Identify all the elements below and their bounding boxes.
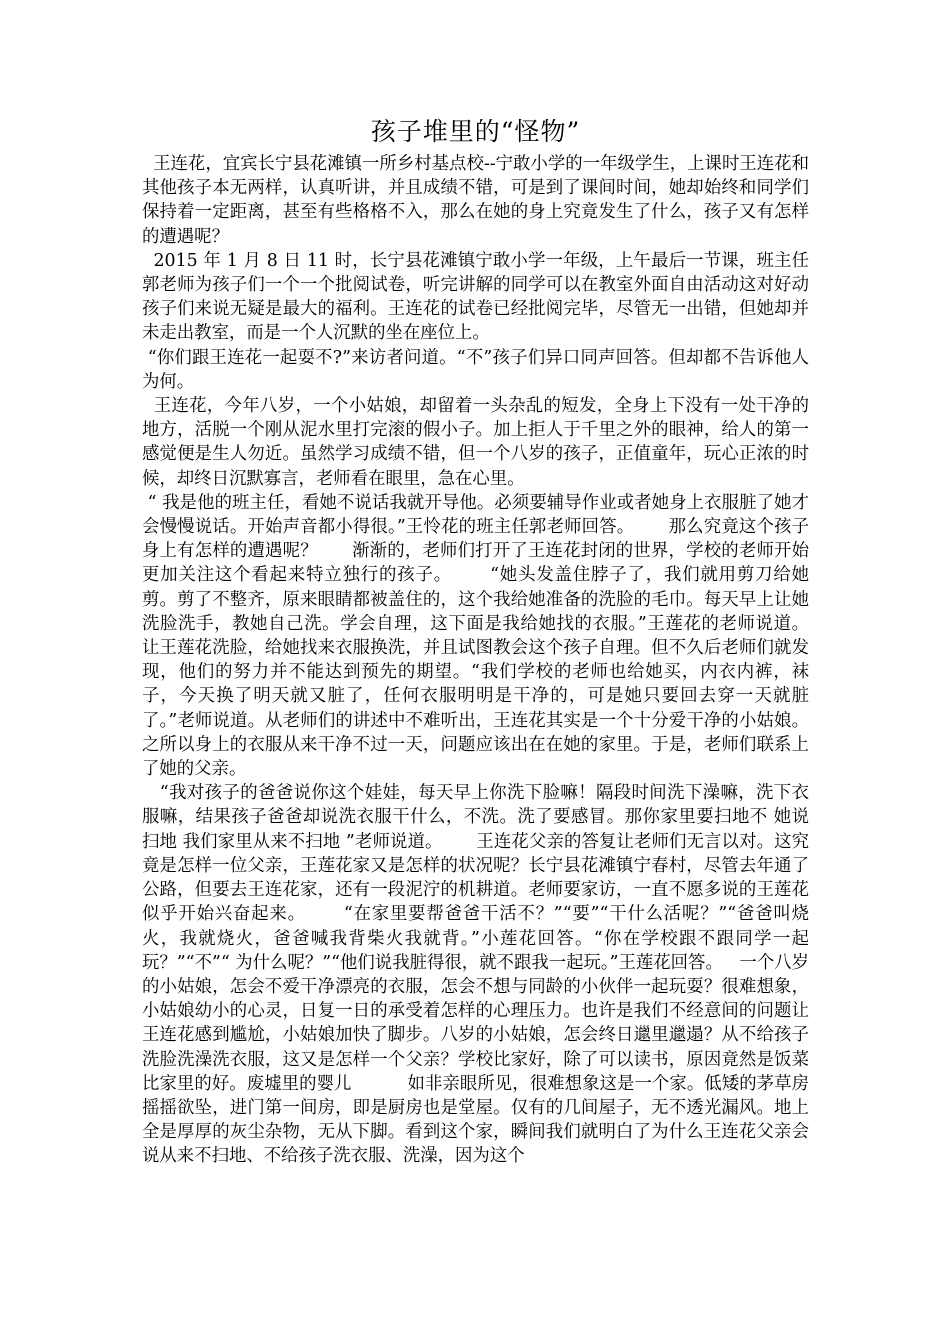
paragraph-description: 王连花，今年八岁，一个小姑娘，却留着一头杂乱的短发，全身上下没有一处干净的地方，活脱一个刚从泥水里打完滚的假小子。加上拒人于千里之外的眼神，给人的第一感觉便是生人勿近。虽然学习成绩不错，但一个八岁的孩子，正值童年，玩心正浓的时候，却终日沉默寡言，老师看在眼里，急在心里。 (142, 396, 809, 489)
paragraph-question: “你们跟王连花一起耍不?”来访者问道。“不”孩子们异口同声回答。但却都不告诉他人为何。 (142, 347, 809, 392)
paragraph-teacher: “ 我是他的班主任，看她不说话我就开导他。必须要辅导作业或者她身上衣服脏了她才会慢慢说话。开始声音都小得很。”王怜花的班主任郭老师回答。 那么究竟这个孩子身上有怎样的遭遇呢？ 渐渐的，老师们打开了王连花封闭的世界，学校的老师开始更加关注这个看起来特立独行的孩子。 “她头发盖住脖子了，我们就用剪刀给她剪。剪了不整齐，原来眼睛都被盖住的，这个我给她准备的洗脸的毛巾。每天早上让她洗脸洗手，教她自己洗。学会自理，这下面是我给她找的衣服。”王莲花的老师说道。 让王莲花洗脸，给她找来衣服换洗，并且试图教会这个孩子自理。但不久后老师们就发现，他们的努力并不能达到预先的期望。“我们学校的老师也给她买，内衣内裤，袜子，今天换了明天就又脏了，任何衣服明明是干净的，可是她只要回去穿一天就脏了。”老师说道。从老师们的讲述中不难听出，王连花其实是一个十分爱干净的小姑娘。之所以身上的衣服从来干净不过一天，问题应该出在在她的家里。于是，老师们联系上了她的父亲。 (142, 492, 843, 780)
paragraph-intro: 王连花，宜宾长宁县花滩镇一所乡村基点校--宁敢小学的一年级学生，上课时王连花和其他孩子本无两样，认真听讲，并且成绩不错，可是到了课间时间，她却始终和同学们保持着一定距离，甚至有些格格不入，那么在她的身上究竟发生了什么，孩子又有怎样的遭遇呢？ (142, 154, 809, 247)
document-title: 孩子堆里的“怪物” (370, 117, 581, 146)
paragraph-father: “我对孩子的爸爸说你这个娃娃，每天早上你洗下脸嘛！隔段时间洗下澡嘛，洗下衣服嘛，结果孩子爸爸却说洗衣服干什么，不洗。洗了要感冒。那你家里要扫地不 她说 扫地 我们家里从来不扫地 ”老师说道。 王连花父亲的答复让老师们无言以对。这究竟是怎样一位父亲，王莲花家又是怎样的状况呢？长宁县花滩镇宁春村，尽管去年通了公路，但要去王连花家，还有一段泥泞的机耕道。老师要家访，一直不愿多说的王莲花似乎开始兴奋起来。 “在家里要帮爸爸干活不？”“要”“干什么活呢？”“爸爸叫烧火，我就烧火，爸爸喊我背柴火我就背。”小莲花回答。“你在学校跟不跟同学一起玩？”“不”“ 为什么呢？”“他们说我脏得很，就不跟我一起玩。”王莲花回答。 一个八岁的小姑娘，怎会不爱干净漂亮的衣服，怎会不想与同龄的小伙伴一起玩耍？很难想象，小姑娘幼小的心灵，日复一日的承受着怎样的心理压力。也许是我们不经意间的问题让王连花感到尴尬，小姑娘加快了脚步。八岁的小姑娘，怎会终日邋里邋遢？从不给孩子洗脸洗澡洗衣服，这又是怎样一个父亲？学校比家好，除了可以读书，原因竟然是饭菜比家里的好。废墟里的婴儿 如非亲眼所见，很难想象这是一个家。低矮的茅草房摇摇欲坠，进门第一间房，即是厨房也是堂屋。仅有的几间屋子，无不透光漏风。地上全是厚厚的灰尘杂物，无从下脚。看到这个家，瞬间我们就明白了为什么王连花父亲会说从来不扫地、不给孩子洗衣服、洗澡，因为这个 (142, 783, 815, 1167)
paragraph-classroom: 2015 年 1 月 8 日 11 时，长宁县花滩镇宁敢小学一年级，上午最后一节课，班主任郭老师为孩子们一个一个批阅试卷，听完讲解的同学可以在教室外面自由活动这对好动孩子们来说无疑是最大的福利。王连花的试卷已经批阅完毕，尽管无一出错，但她却并未走出教室，而是一个人沉默的坐在座位上。 (142, 250, 810, 344)
document-body (142, 112, 843, 1169)
